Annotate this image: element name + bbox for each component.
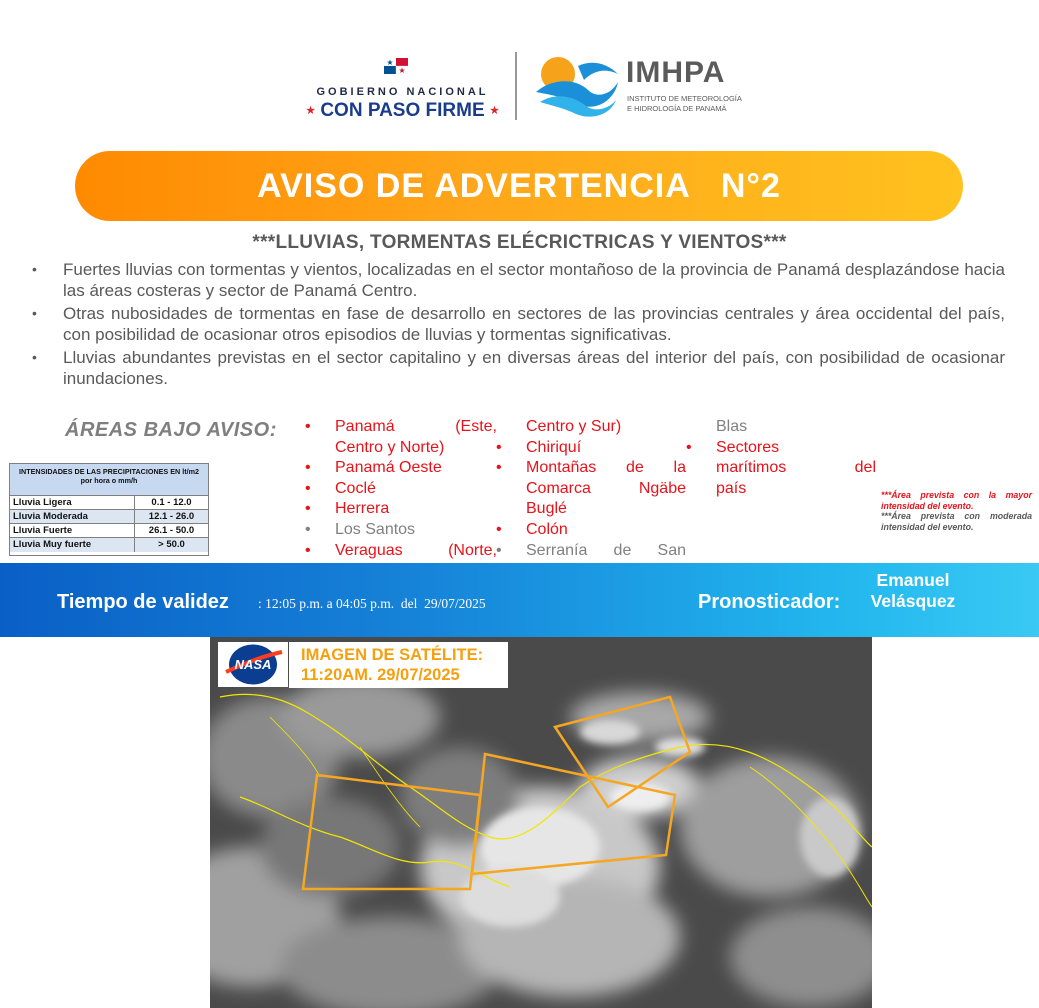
bullet-icon: • (32, 261, 37, 277)
area-item-san-blas (496, 541, 686, 562)
legend-note-red: ***Área prevista con la mayor intensidad del evento. (881, 490, 1032, 511)
area-item-ngabe (496, 458, 686, 520)
area-item-sectores (686, 438, 876, 500)
area-text: Panamá (Este, (335, 418, 497, 435)
areas-column-3 (686, 417, 876, 499)
forecaster-name (858, 570, 968, 612)
area-text: marítimos del (716, 459, 876, 477)
area-text: Blas (716, 418, 748, 435)
forecaster-sep: : (833, 591, 841, 613)
alert-banner (75, 151, 963, 221)
validity-label: Tiempo de validez (57, 591, 229, 613)
table-cell: 0.1 - 12.0 (151, 497, 192, 508)
alert-title: AVISO DE ADVERTENCIA N°2 (257, 166, 781, 205)
bullet-icon: • (32, 349, 37, 365)
area-item-cocle (305, 479, 497, 500)
area-text: Sectores (716, 438, 780, 456)
table-row (10, 524, 208, 538)
header (0, 48, 1039, 128)
alert-subtitle: ***LLUVIAS, TORMENTAS ELÉCRICTRICAS Y VIENTOS*** (252, 232, 787, 253)
nasa-logo-text: NASA (234, 657, 272, 672)
bullet-icon: • (305, 479, 311, 497)
validity-bar (0, 563, 1039, 637)
table-cell: Lluvia Moderada (10, 510, 135, 523)
forecaster-label (698, 591, 840, 614)
area-text: Los Santos (335, 520, 416, 538)
bullet-icon: • (496, 459, 502, 477)
table-cell: > 50.0 (135, 538, 208, 552)
area-text: país (716, 479, 747, 497)
bullet-icon: • (305, 459, 311, 477)
forecaster-first: Emanuel (876, 570, 950, 590)
areas-column-1 (305, 417, 497, 561)
area-item-chiriqui (496, 438, 686, 459)
bullet-text: Fuertes lluvias con tormentas y vientos, localizadas en el sector montañoso de la provincia de Panamá desplazándose hacia las áreas costeras y sector de Panamá Centro. (63, 260, 1005, 300)
imhpa-logo-icon (532, 52, 622, 118)
government-logo (300, 56, 505, 121)
list-item (30, 303, 1005, 345)
table-row (10, 538, 208, 552)
bullet-text: Otras nubosidades de tormentas en fase de desarrollo en sectores de las provincias centrales y área occidental del país, con posibilidad de ocasionar otros episodios de lluvias y tormentas significativas. (63, 304, 1005, 344)
panama-flag-icon (384, 58, 408, 74)
area-item-panama (305, 417, 497, 458)
table-header: INTENSIDADES DE LAS PRECIPITACIONES EN lt/m2 por hora o mm/h (10, 464, 208, 496)
logo-divider (515, 52, 517, 120)
satellite-label (289, 642, 508, 688)
table-cell: Lluvia Fuerte (10, 524, 135, 537)
area-item-veraguas (305, 541, 497, 562)
area-item-los-santos (305, 520, 497, 541)
area-text: Centro y Norte) (335, 438, 445, 456)
area-text: Buglé (526, 500, 567, 518)
bullet-icon: • (496, 438, 502, 456)
bullet-icon: • (305, 541, 311, 559)
star-icon: ★ (306, 105, 316, 117)
validity-value: : 12:05 p.m. a 04:05 p.m. del 29/07/2025 (258, 596, 486, 611)
org-sub-line2: E HIDROLOGÍA DE PANAMÁ (627, 104, 727, 113)
area-text: Herrera (335, 500, 390, 518)
bullet-icon: • (496, 520, 502, 538)
org-subtitle (627, 94, 767, 114)
list-item (30, 259, 1005, 301)
area-text: Comarca Ngäbe (526, 479, 686, 497)
area-text: Montañas de la (526, 459, 686, 477)
areas-column-2 (496, 417, 686, 561)
satellite-label-line2: 11:20AM. 29/07/2025 (301, 666, 460, 684)
bullet-icon: • (305, 418, 311, 435)
table-cell: Lluvia Ligera (10, 496, 135, 509)
forecaster-label-text: Pronosticador (698, 591, 834, 613)
alert-bullets (30, 259, 1005, 391)
area-text: Colón (526, 520, 568, 538)
table-cell: 26.1 - 50.0 (148, 525, 195, 536)
table-cell: Lluvia Muy fuerte (10, 538, 135, 552)
forecaster-last: Velásquez (870, 591, 956, 611)
area-text: Veraguas (Norte, (335, 541, 497, 559)
bullet-icon: • (496, 541, 502, 559)
area-text: Chiriquí (526, 438, 582, 456)
table-row (10, 510, 208, 524)
area-item-panama-oeste (305, 458, 497, 479)
area-text: Panamá Oeste (335, 459, 442, 477)
bullet-icon: • (32, 305, 37, 321)
area-item-colon (496, 520, 686, 541)
areas-label: ÁREAS BAJO AVISO: (65, 419, 277, 441)
gov-motto: CON PASO FIRME (320, 100, 485, 121)
area-text: Centro y Sur) (526, 418, 622, 435)
satellite-image (210, 637, 872, 1008)
satellite-label-line1: IMAGEN DE SATÉLITE: (301, 646, 484, 664)
bullet-text: Lluvias abundantes previstas en el sector capitalino y en diversas áreas del interior del país, con posibilidad de ocasionar inundaciones. (63, 348, 1005, 388)
area-item-san-blas-cont (686, 417, 876, 438)
table-row (10, 496, 208, 510)
nasa-logo-icon (218, 642, 288, 687)
org-name: IMHPA (626, 56, 726, 89)
bullet-icon: • (305, 500, 311, 518)
area-item-veraguas-cont (496, 417, 686, 438)
legend-note-gray: ***Área prevista con moderada intensidad del evento. (881, 511, 1032, 532)
gov-line1: GOBIERNO NACIONAL (316, 86, 489, 98)
list-item (30, 347, 1005, 389)
bullet-icon: • (686, 438, 692, 456)
area-text: Serranía de San (526, 541, 686, 559)
org-sub-line1: INSTITUTO DE METEOROLOGÍA (627, 94, 742, 103)
area-item-herrera (305, 499, 497, 520)
gov-line2 (300, 100, 505, 122)
intensity-table (9, 463, 209, 556)
bullet-icon: • (305, 520, 311, 538)
satellite-map (210, 637, 872, 1008)
star-icon: ★ (489, 105, 499, 117)
legend-note (881, 490, 1032, 532)
table-cell: 12.1 - 26.0 (135, 510, 208, 523)
area-text: Coclé (335, 479, 376, 497)
